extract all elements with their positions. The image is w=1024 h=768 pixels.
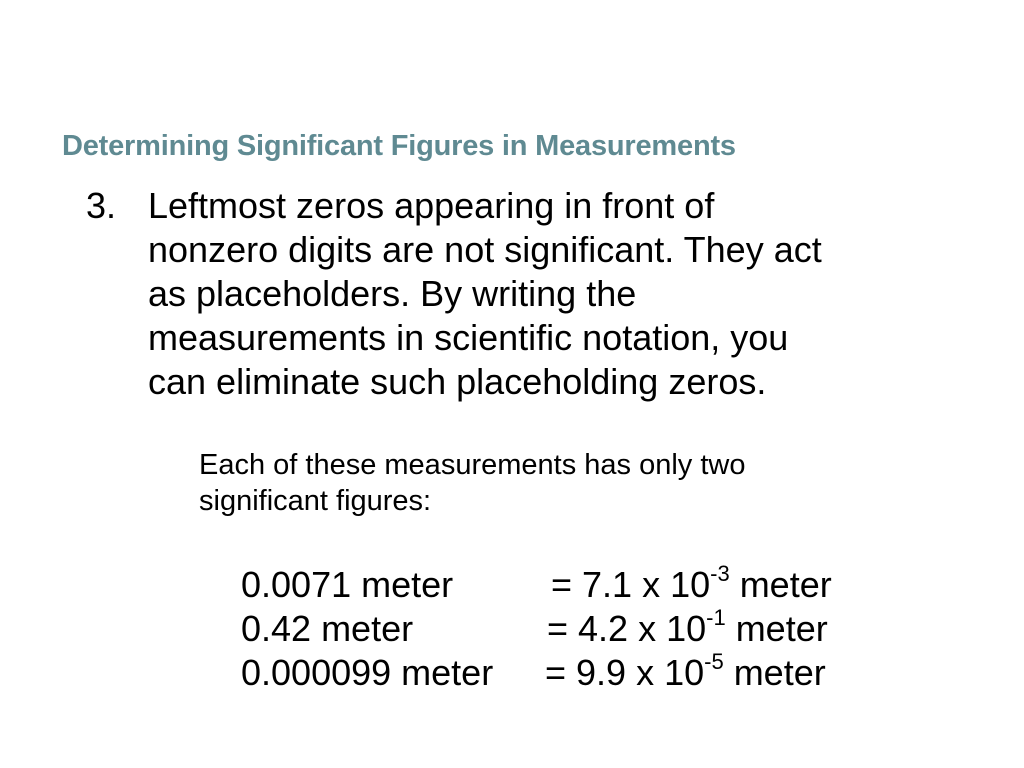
notation-exponent: -1 [706,605,726,630]
notation-exponent: -3 [710,561,730,586]
sub-paragraph-line: Each of these measurements has only two [199,449,746,481]
notation-unit: meter [729,564,832,605]
notation-exponent: -5 [704,649,724,674]
list-item-line: can eliminate such placeholding zeros. [148,361,767,402]
list-item-text [148,184,968,404]
list-item-line: Leftmost zeros appearing in front of [148,185,715,226]
notation-unit: meter [725,608,828,649]
list-item-line: as placeholders. By writing the [148,273,637,314]
example-measurement: 0.0071 meter [241,564,454,605]
notation-base: = 9.9 x 10 [545,652,705,693]
example-scientific-notation [551,563,832,607]
example-measurement: 0.42 meter [241,608,414,649]
list-item-line: measurements in scientific notation, you [148,317,789,358]
sub-paragraph-line: significant figures: [199,485,432,517]
list-item-line: nonzero digits are not significant. They act [148,229,822,270]
example-measurement: 0.000099 meter [241,652,494,693]
example-scientific-notation [547,607,828,651]
example-scientific-notation [545,651,826,695]
notation-base: = 7.1 x 10 [551,564,711,605]
notation-unit: meter [723,652,826,693]
sub-paragraph [199,447,919,519]
notation-base: = 4.2 x 10 [547,608,707,649]
list-item-number: 3. [86,185,117,226]
slide-title: Determining Significant Figures in Measurements [62,130,736,162]
